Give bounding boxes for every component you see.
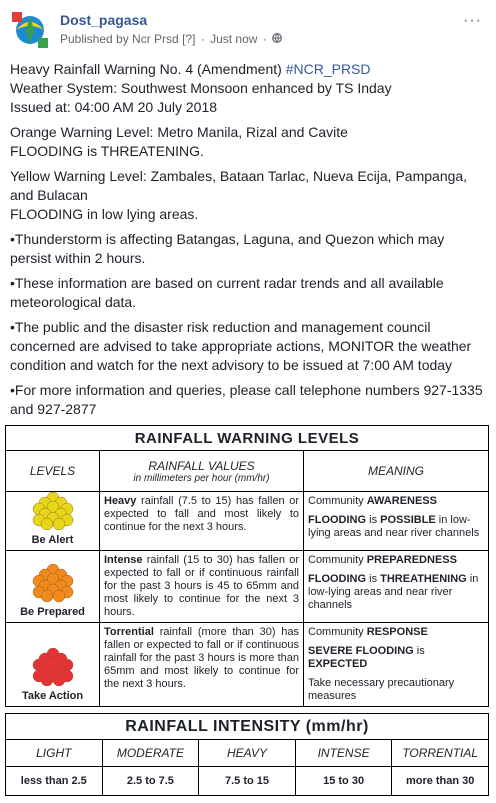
rainfall-description: rainfall (7.5 to 15) has fallen or expected to fall and most likely to continue for the next 3 hours. xyxy=(104,495,299,533)
meaning-flooding xyxy=(308,645,484,671)
intensity-value: 2.5 to 7.5 xyxy=(103,767,200,795)
yellow-level: Yellow Warning Level: Zambales, Bataan Tarlac, Nueva Ecija, Pampanga, and Bulacan xyxy=(10,168,468,203)
help-mark[interactable]: [?] xyxy=(182,32,196,46)
flooding-status: THREATHENING xyxy=(380,573,467,585)
hashtag-link[interactable]: #NCR_PRSD xyxy=(285,61,371,77)
page-avatar[interactable] xyxy=(10,10,50,50)
rainfall-intensity-word: Heavy xyxy=(104,495,137,507)
yellow-flood: FLOODING in low lying areas. xyxy=(10,206,199,222)
flooding-status: EXPECTED xyxy=(308,658,368,670)
intensity-value: 15 to 30 xyxy=(296,767,393,795)
warning-level-row xyxy=(6,551,488,623)
intensity-header: INTENSE xyxy=(296,740,393,767)
rainfall-warning-table xyxy=(5,425,489,707)
flooding-is: is xyxy=(413,645,425,657)
flooding-word: FLOODING xyxy=(308,573,367,585)
meaning-cell xyxy=(304,551,488,622)
rainfall-value-cell xyxy=(100,623,304,706)
rainfall-intensity-table xyxy=(5,713,489,796)
issued-at: Issued at: 04:00 AM 20 July 2018 xyxy=(10,99,218,115)
post-header xyxy=(10,10,486,52)
rainfall-warning-title: RAINFALL WARNING LEVELS xyxy=(6,426,488,451)
thunderstorm-note: •Thunderstorm is affecting Batangas, Laguna, and Quezon which may persist within 2 hours. xyxy=(10,231,445,266)
intensity-value: less than 2.5 xyxy=(6,767,103,795)
meaning-title xyxy=(308,626,484,639)
intensity-value: 7.5 to 15 xyxy=(199,767,296,795)
rainfall-intensity-title: RAINFALL INTENSITY (mm/hr) xyxy=(6,714,488,740)
meaning-flooding xyxy=(308,573,484,612)
rainfall-value-cell xyxy=(100,492,304,550)
more-options-button[interactable]: ··· xyxy=(463,12,482,29)
page-name[interactable]: Dost_pagasa xyxy=(60,12,148,28)
meaning-cell xyxy=(304,623,488,706)
pagasa-logo-icon xyxy=(10,10,50,50)
level-label: Take Action xyxy=(21,690,84,702)
intensity-header: HEAVY xyxy=(199,740,296,767)
meaning-keyword: RESPONSE xyxy=(366,626,428,638)
rainfall-intensity-word: Intense xyxy=(104,554,143,566)
meaning-title xyxy=(308,554,484,567)
rainfall-value-cell xyxy=(100,551,304,622)
col-values: RAINFALL VALUES xyxy=(148,458,255,473)
contact-note: •For more information and queries, please call telephone numbers 927-1335 and 927-2877 xyxy=(10,382,483,417)
warning-title: Heavy Rainfall Warning No. 4 (Amendment) xyxy=(10,61,286,77)
rainfall-description: rainfall (15 to 30) has fallen or expected to fall or if continuous rainfall for the past 3 hours is 45 to 65mm and most likely to continue for the next 3 hours. xyxy=(104,554,299,618)
meaning-keyword: PREPAREDNESS xyxy=(366,554,457,566)
rainfall-intensity-word: Torrential xyxy=(104,626,154,638)
flooding-area: in low-lying areas and near river channels xyxy=(308,573,479,611)
rain-warning-icon xyxy=(30,564,76,602)
orange-level: Orange Warning Level: Metro Manila, Rizal and Cavite xyxy=(10,124,348,140)
orange-flood: FLOODING is THREATENING. xyxy=(10,143,204,159)
col-levels: LEVELS xyxy=(6,451,100,491)
rain-warning-icon xyxy=(30,648,76,686)
intensity-header: LIGHT xyxy=(6,740,103,767)
flooding-word: SEVERE FLOODING xyxy=(308,645,414,657)
flooding-area: in low-lying areas and near river channels xyxy=(308,514,480,539)
post-meta: Published by Ncr Prsd [?] · Just now · xyxy=(60,32,282,46)
level-cell xyxy=(6,551,100,622)
col-values-unit: in millimeters per hour (mm/hr) xyxy=(133,472,270,484)
globe-icon[interactable] xyxy=(272,32,282,46)
warning-level-row xyxy=(6,623,488,706)
meaning-cell xyxy=(304,492,488,550)
meaning-title xyxy=(308,495,484,508)
info-note: •These information are based on current radar trends and all available meteorological data. xyxy=(10,275,444,310)
flooding-is: is xyxy=(366,514,381,526)
rain-warning-icon xyxy=(30,492,76,530)
post-time[interactable]: Just now xyxy=(210,32,258,46)
meaning-prefix: Community xyxy=(308,554,367,566)
intensity-value: more than 30 xyxy=(405,775,475,787)
intensity-header: TORRENTIAL xyxy=(392,740,488,767)
meaning-prefix: Community xyxy=(308,626,367,638)
warning-level-row xyxy=(6,492,488,551)
advice-note: •The public and the disaster risk reduction and management council concerned are advised to take appropriate actions, MONITOR the weather condition and watch for the next advisory to be issued at 7:00 AM today xyxy=(10,319,472,373)
level-label: Be Alert xyxy=(31,534,74,546)
flooding-status: POSSIBLE xyxy=(380,514,436,526)
meaning-flooding xyxy=(308,514,484,540)
level-label: Be Prepared xyxy=(20,606,85,618)
rainfall-description: rainfall (more than 30) has fallen or expected to fall or if continuous rainfall for the past 3 hours is more than 65mm and most likely to continue for the next 3 hours. xyxy=(104,626,299,690)
published-by[interactable]: Published by Ncr Prsd xyxy=(60,32,179,46)
flooding-word: FLOODING xyxy=(308,514,367,526)
meaning-prefix: Community xyxy=(308,495,367,507)
col-meaning: MEANING xyxy=(367,464,424,478)
meaning-extra: Take necessary precautionary measures xyxy=(308,677,455,702)
flooding-is: is xyxy=(366,573,381,585)
post-body xyxy=(10,60,486,425)
post-image[interactable] xyxy=(5,425,491,796)
weather-system: Weather System: Southwest Monsoon enhanced by TS Inday xyxy=(10,80,392,96)
level-cell xyxy=(6,623,100,706)
intensity-header: MODERATE xyxy=(103,740,200,767)
level-cell xyxy=(6,492,100,550)
meaning-keyword: AWARENESS xyxy=(366,495,437,507)
